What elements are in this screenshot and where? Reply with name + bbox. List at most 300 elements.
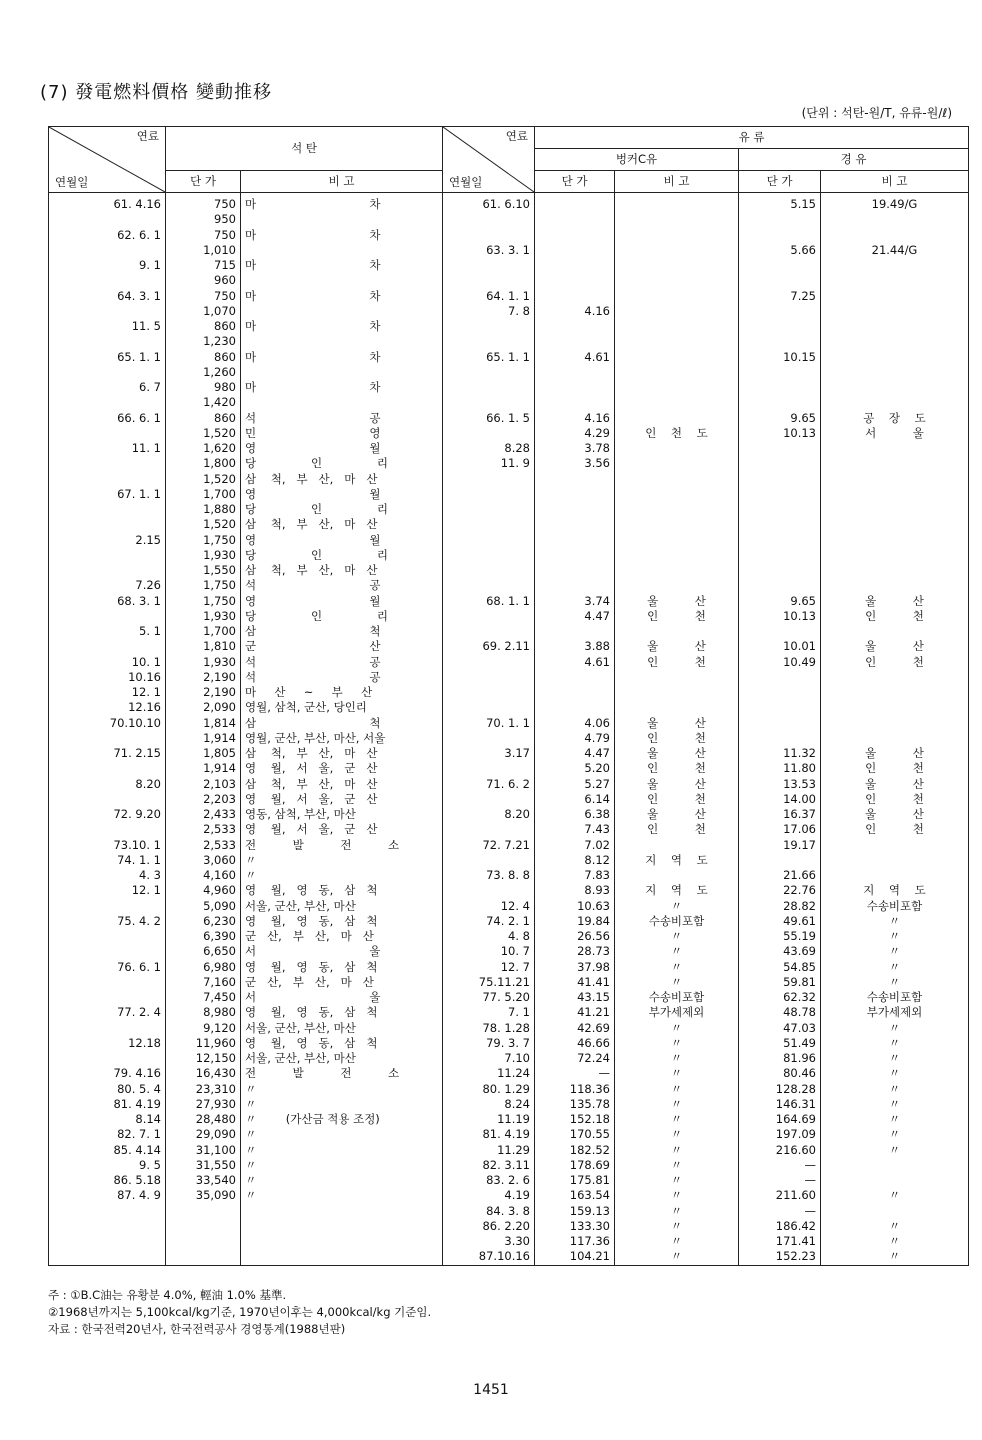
bc-remark-cell: 울 산 bbox=[615, 777, 739, 792]
bc-price-cell bbox=[535, 700, 615, 715]
coal-corner-header bbox=[49, 127, 166, 193]
diesel-remark-cell bbox=[821, 258, 969, 273]
coal-price-cell: 1,520 bbox=[166, 426, 241, 441]
diesel-price-cell: 13.53 bbox=[739, 777, 821, 792]
bc-remark-cell bbox=[615, 193, 739, 213]
bc-remark-cell: 〃 bbox=[615, 1082, 739, 1097]
oil-date-cell bbox=[443, 700, 535, 715]
diesel-price-cell bbox=[739, 533, 821, 548]
bc-price-cell: 3.56 bbox=[535, 456, 615, 471]
bc-price-cell: 135.78 bbox=[535, 1097, 615, 1112]
coal-price-cell bbox=[166, 1234, 241, 1249]
bc-remark-cell bbox=[615, 350, 739, 365]
oil-date-cell bbox=[443, 853, 535, 868]
oil-date-cell: 79. 3. 7 bbox=[443, 1036, 535, 1051]
table-row bbox=[49, 365, 969, 380]
coal-price-cell: 3,060 bbox=[166, 853, 241, 868]
bc-remark-cell: 〃 bbox=[615, 960, 739, 975]
coal-remark-cell: 영 월, 영 동, 삼 척 bbox=[241, 914, 443, 929]
oil-date-cell: 81. 4.19 bbox=[443, 1127, 535, 1142]
coal-remark-cell: 영동, 삼척, 부산, 마산 bbox=[241, 807, 443, 822]
coal-date-cell: 61. 4.16 bbox=[49, 193, 166, 213]
coal-price-cell: 1,880 bbox=[166, 502, 241, 517]
bc-remark-cell: 〃 bbox=[615, 929, 739, 944]
coal-remark-cell bbox=[241, 304, 443, 319]
coal-date-cell bbox=[49, 1051, 166, 1066]
diesel-price-cell bbox=[739, 273, 821, 288]
bc-remark-cell bbox=[615, 700, 739, 715]
diesel-price-cell bbox=[739, 685, 821, 700]
coal-remark-cell bbox=[241, 395, 443, 410]
diesel-price-cell bbox=[739, 395, 821, 410]
bc-remark-cell: 수송비포함 bbox=[615, 990, 739, 1005]
diesel-price-cell bbox=[739, 304, 821, 319]
coal-date-cell bbox=[49, 731, 166, 746]
table-row bbox=[49, 1143, 969, 1158]
diesel-price-cell: 171.41 bbox=[739, 1234, 821, 1249]
diesel-remark-cell: 인 천 bbox=[821, 792, 969, 807]
diesel-remark-cell: 21.44/G bbox=[821, 243, 969, 258]
bc-remark-cell: 수송비포함 bbox=[615, 914, 739, 929]
table-row bbox=[49, 670, 969, 685]
coal-date-cell: 4. 3 bbox=[49, 868, 166, 883]
diesel-remark-cell bbox=[821, 472, 969, 487]
coal-price-cell: 1,930 bbox=[166, 548, 241, 563]
diesel-remark-cell bbox=[821, 853, 969, 868]
diesel-price-cell: 11.80 bbox=[739, 761, 821, 776]
coal-price-cell: 6,980 bbox=[166, 960, 241, 975]
coal-remark-cell: 영월, 삼척, 군산, 당인리 bbox=[241, 700, 443, 715]
bc-remark-cell bbox=[615, 289, 739, 304]
coal-date-cell bbox=[49, 456, 166, 471]
coal-date-cell: 76. 6. 1 bbox=[49, 960, 166, 975]
coal-remark-cell: 〃 bbox=[241, 1143, 443, 1158]
bc-price-cell bbox=[535, 193, 615, 213]
oil-date-cell: 82. 3.11 bbox=[443, 1158, 535, 1173]
table-row bbox=[49, 1097, 969, 1112]
diesel-remark-cell: 울 산 bbox=[821, 807, 969, 822]
coal-date-cell bbox=[49, 334, 166, 349]
coal-price-cell: 7,160 bbox=[166, 975, 241, 990]
coal-remark-cell: 전 발 전 소 bbox=[241, 838, 443, 853]
table-row bbox=[49, 426, 969, 441]
diesel-remark-cell: 〃 bbox=[821, 944, 969, 959]
coal-price-cell: 6,390 bbox=[166, 929, 241, 944]
coal-price-cell: 750 bbox=[166, 193, 241, 213]
bunker-c-header: 벙커C유 bbox=[535, 149, 739, 171]
coal-price-cell: 6,230 bbox=[166, 914, 241, 929]
oil-date-cell bbox=[443, 670, 535, 685]
bc-remark-cell: 울 산 bbox=[615, 807, 739, 822]
diesel-price-cell: 10.15 bbox=[739, 350, 821, 365]
diesel-price-cell: 28.82 bbox=[739, 899, 821, 914]
coal-remark-cell: 민 영 bbox=[241, 426, 443, 441]
bc-remark-cell bbox=[615, 502, 739, 517]
bc-price-cell: 41.41 bbox=[535, 975, 615, 990]
bc-remark-cell bbox=[615, 472, 739, 487]
oil-date-cell bbox=[443, 395, 535, 410]
diesel-remark-cell: 〃 bbox=[821, 1036, 969, 1051]
coal-date-cell bbox=[49, 1219, 166, 1234]
coal-date-cell: 82. 7. 1 bbox=[49, 1127, 166, 1142]
diesel-remark-cell bbox=[821, 533, 969, 548]
bc-remark-cell: 〃 bbox=[615, 899, 739, 914]
coal-price-cell: 1,620 bbox=[166, 441, 241, 456]
diesel-remark-cell: 인 천 bbox=[821, 655, 969, 670]
coal-date-cell: 12.16 bbox=[49, 700, 166, 715]
coal-remark-cell: 영 월, 서 울, 군 산 bbox=[241, 792, 443, 807]
bc-remark-cell: 〃 bbox=[615, 1143, 739, 1158]
oil-date-cell: 10. 7 bbox=[443, 944, 535, 959]
coal-remark-cell: 군 산, 부 산, 마 산 bbox=[241, 929, 443, 944]
table-row bbox=[49, 578, 969, 593]
oil-date-cell: 7. 1 bbox=[443, 1005, 535, 1020]
coal-remark-cell: 서울, 군산, 부산, 마산 bbox=[241, 899, 443, 914]
table-row bbox=[49, 960, 969, 975]
bc-remark-cell: 〃 bbox=[615, 1066, 739, 1081]
table-row bbox=[49, 472, 969, 487]
coal-price-cell: 2,103 bbox=[166, 777, 241, 792]
bc-remark-cell bbox=[615, 334, 739, 349]
oil-date-cell bbox=[443, 426, 535, 441]
coal-price-cell: 31,100 bbox=[166, 1143, 241, 1158]
coal-remark-cell bbox=[241, 212, 443, 227]
coal-price-cell: 1,700 bbox=[166, 487, 241, 502]
oil-date-cell: 8.28 bbox=[443, 441, 535, 456]
coal-price-cell: 9,120 bbox=[166, 1021, 241, 1036]
diesel-price-cell: 62.32 bbox=[739, 990, 821, 1005]
diesel-price-cell bbox=[739, 258, 821, 273]
diesel-price-cell: 54.85 bbox=[739, 960, 821, 975]
bc-price-cell: — bbox=[535, 1066, 615, 1081]
diesel-remark-cell bbox=[821, 670, 969, 685]
coal-remark-cell: 마 산 ~ 부 산 bbox=[241, 685, 443, 700]
oil-date-cell bbox=[443, 365, 535, 380]
bc-remark-cell: 〃 bbox=[615, 1234, 739, 1249]
coal-remark-cell: 마 차 bbox=[241, 289, 443, 304]
coal-remark-cell: 석 공 bbox=[241, 655, 443, 670]
bc-remark-cell: 〃 bbox=[615, 975, 739, 990]
diesel-remark-cell bbox=[821, 1173, 969, 1188]
diesel-remark-cell: 〃 bbox=[821, 975, 969, 990]
bc-remark-cell bbox=[615, 273, 739, 288]
bc-remark-cell bbox=[615, 395, 739, 410]
table-row bbox=[49, 1234, 969, 1249]
coal-date-cell bbox=[49, 243, 166, 258]
bc-remark-header: 비 고 bbox=[615, 171, 739, 193]
fuel-price-table bbox=[48, 126, 969, 1266]
diesel-remark-cell bbox=[821, 502, 969, 517]
oil-date-cell bbox=[443, 731, 535, 746]
diesel-price-cell: — bbox=[739, 1173, 821, 1188]
oil-date-cell: 3.17 bbox=[443, 746, 535, 761]
oil-date-cell: 84. 3. 8 bbox=[443, 1204, 535, 1219]
coal-remark-cell: 〃 bbox=[241, 868, 443, 883]
table-row bbox=[49, 1005, 969, 1020]
bc-price-cell: 10.63 bbox=[535, 899, 615, 914]
diesel-remark-cell: 울 산 bbox=[821, 594, 969, 609]
coal-remark-cell bbox=[241, 1219, 443, 1234]
oil-date-cell bbox=[443, 319, 535, 334]
oil-date-cell bbox=[443, 502, 535, 517]
unit-label: (단위 : 석탄-원/T, 유류-원/ℓ) bbox=[801, 106, 952, 120]
diesel-remark-cell bbox=[821, 319, 969, 334]
oil-date-cell: 61. 6.10 bbox=[443, 193, 535, 213]
coal-remark-header: 비 고 bbox=[241, 171, 443, 193]
coal-remark-cell: 〃 (가산금 적용 조정) bbox=[241, 1112, 443, 1127]
diesel-remark-cell bbox=[821, 273, 969, 288]
coal-remark-cell: 영 월, 영 동, 삼 척 bbox=[241, 1036, 443, 1051]
bc-price-cell bbox=[535, 685, 615, 700]
coal-date-cell: 12. 1 bbox=[49, 883, 166, 898]
coal-date-cell: 7.26 bbox=[49, 578, 166, 593]
coal-date-cell: 74. 1. 1 bbox=[49, 853, 166, 868]
bc-price-cell: 175.81 bbox=[535, 1173, 615, 1188]
coal-remark-cell: 석 공 bbox=[241, 670, 443, 685]
bc-remark-cell: 〃 bbox=[615, 1173, 739, 1188]
bc-price-cell: 182.52 bbox=[535, 1143, 615, 1158]
diesel-price-cell bbox=[739, 212, 821, 227]
coal-remark-cell: 영월, 군산, 부산, 마산, 서울 bbox=[241, 731, 443, 746]
diesel-remark-cell bbox=[821, 441, 969, 456]
oil-date-cell bbox=[443, 334, 535, 349]
coal-remark-cell: 〃 bbox=[241, 853, 443, 868]
table-row bbox=[49, 655, 969, 670]
diesel-remark-cell: 울 산 bbox=[821, 746, 969, 761]
bc-price-cell: 6.14 bbox=[535, 792, 615, 807]
oil-date-cell: 12. 4 bbox=[443, 899, 535, 914]
oil-date-cell: 69. 2.11 bbox=[443, 639, 535, 654]
bc-remark-cell bbox=[615, 319, 739, 334]
oil-date-cell: 75.11.21 bbox=[443, 975, 535, 990]
coal-date-cell: 87. 4. 9 bbox=[49, 1188, 166, 1203]
bc-remark-cell: 인 천 bbox=[615, 609, 739, 624]
coal-remark-cell: 마 차 bbox=[241, 193, 443, 213]
coal-date-cell bbox=[49, 304, 166, 319]
coal-date-cell: 80. 5. 4 bbox=[49, 1082, 166, 1097]
table-row bbox=[49, 883, 969, 898]
coal-remark-cell: 마 차 bbox=[241, 258, 443, 273]
bc-price-cell: 6.38 bbox=[535, 807, 615, 822]
diesel-remark-cell bbox=[821, 700, 969, 715]
table-row bbox=[49, 685, 969, 700]
diesel-remark-cell: 〃 bbox=[821, 914, 969, 929]
table-row bbox=[49, 929, 969, 944]
oil-date-cell bbox=[443, 548, 535, 563]
table-row bbox=[49, 777, 969, 792]
coal-price-cell: 29,090 bbox=[166, 1127, 241, 1142]
coal-date-cell bbox=[49, 792, 166, 807]
coal-date-cell: 86. 5.18 bbox=[49, 1173, 166, 1188]
table-row bbox=[49, 624, 969, 639]
table-row bbox=[49, 456, 969, 471]
table-row bbox=[49, 731, 969, 746]
coal-price-cell: 4,960 bbox=[166, 883, 241, 898]
diesel-remark-cell bbox=[821, 838, 969, 853]
table-row bbox=[49, 319, 969, 334]
coal-price-header: 단 가 bbox=[166, 171, 241, 193]
bc-price-cell: 159.13 bbox=[535, 1204, 615, 1219]
oil-date-cell bbox=[443, 273, 535, 288]
coal-price-cell: 2,533 bbox=[166, 822, 241, 837]
diesel-price-cell bbox=[739, 731, 821, 746]
coal-price-cell: 1,750 bbox=[166, 594, 241, 609]
coal-remark-cell: 〃 bbox=[241, 1188, 443, 1203]
diesel-price-cell: 48.78 bbox=[739, 1005, 821, 1020]
coal-price-cell: 750 bbox=[166, 289, 241, 304]
oil-header: 유 류 bbox=[535, 127, 969, 149]
coal-remark-cell: 마 차 bbox=[241, 350, 443, 365]
coal-remark-cell: 마 차 bbox=[241, 380, 443, 395]
coal-remark-cell: 영 월, 서 울, 군 산 bbox=[241, 822, 443, 837]
coal-date-cell: 5. 1 bbox=[49, 624, 166, 639]
coal-price-cell: 1,750 bbox=[166, 533, 241, 548]
bc-price-cell bbox=[535, 273, 615, 288]
oil-date-cell: 8.24 bbox=[443, 1097, 535, 1112]
bc-price-cell: 3.78 bbox=[535, 441, 615, 456]
bc-remark-cell: 울 산 bbox=[615, 746, 739, 761]
oil-date-cell bbox=[443, 578, 535, 593]
coal-price-cell: 1,814 bbox=[166, 716, 241, 731]
bc-price-cell: 117.36 bbox=[535, 1234, 615, 1249]
bc-price-cell bbox=[535, 228, 615, 243]
diesel-remark-cell: 〃 bbox=[821, 1066, 969, 1081]
diesel-price-cell: 152.23 bbox=[739, 1249, 821, 1265]
coal-price-cell: 8,980 bbox=[166, 1005, 241, 1020]
diesel-price-cell bbox=[739, 548, 821, 563]
diesel-price-cell bbox=[739, 228, 821, 243]
bc-remark-cell bbox=[615, 838, 739, 853]
bc-remark-cell: 지 역 도 bbox=[615, 853, 739, 868]
footnote-line: ②1968년까지는 5,100kcal/kg기준, 1970년이후는 4,000kcal/kg 기준임. bbox=[48, 1305, 432, 1319]
bc-price-cell: 7.43 bbox=[535, 822, 615, 837]
diesel-price-cell bbox=[739, 487, 821, 502]
diesel-price-cell: 5.15 bbox=[739, 193, 821, 213]
table-row bbox=[49, 212, 969, 227]
date-header-label: 연월일 bbox=[449, 174, 483, 189]
oil-date-cell: 11.19 bbox=[443, 1112, 535, 1127]
coal-date-cell bbox=[49, 990, 166, 1005]
bc-price-cell: 178.69 bbox=[535, 1158, 615, 1173]
bc-remark-cell: 지 역 도 bbox=[615, 883, 739, 898]
bc-price-cell: 5.27 bbox=[535, 777, 615, 792]
table-row bbox=[49, 228, 969, 243]
table-row bbox=[49, 1066, 969, 1081]
coal-date-cell: 12. 1 bbox=[49, 685, 166, 700]
oil-date-cell: 63. 3. 1 bbox=[443, 243, 535, 258]
date-header-label: 연월일 bbox=[55, 174, 89, 189]
coal-price-cell: 35,090 bbox=[166, 1188, 241, 1203]
bc-price-cell: 19.84 bbox=[535, 914, 615, 929]
bc-price-cell bbox=[535, 258, 615, 273]
coal-date-cell bbox=[49, 944, 166, 959]
table-row bbox=[49, 700, 969, 715]
coal-price-cell: 7,450 bbox=[166, 990, 241, 1005]
diesel-price-cell: 9.65 bbox=[739, 411, 821, 426]
bc-price-cell bbox=[535, 533, 615, 548]
diesel-remark-cell: 인 천 bbox=[821, 822, 969, 837]
coal-remark-cell: 삼 척, 부 산, 마 산 bbox=[241, 472, 443, 487]
diesel-remark-cell: 〃 bbox=[821, 1143, 969, 1158]
coal-price-cell: 1,420 bbox=[166, 395, 241, 410]
table-row bbox=[49, 1112, 969, 1127]
table-row bbox=[49, 899, 969, 914]
oil-date-cell bbox=[443, 487, 535, 502]
table-row bbox=[49, 975, 969, 990]
diesel-price-cell: 128.28 bbox=[739, 1082, 821, 1097]
table-row bbox=[49, 289, 969, 304]
coal-date-cell bbox=[49, 609, 166, 624]
oil-date-cell: 4.19 bbox=[443, 1188, 535, 1203]
coal-date-cell: 71. 2.15 bbox=[49, 746, 166, 761]
bc-remark-cell: 〃 bbox=[615, 1188, 739, 1203]
fuel-header-label: 연료 bbox=[136, 129, 159, 143]
bc-remark-cell: 〃 bbox=[615, 1097, 739, 1112]
table-row bbox=[49, 258, 969, 273]
coal-date-cell bbox=[49, 929, 166, 944]
bc-price-cell: 4.16 bbox=[535, 304, 615, 319]
coal-date-cell: 81. 4.19 bbox=[49, 1097, 166, 1112]
oil-date-cell: 65. 1. 1 bbox=[443, 350, 535, 365]
diesel-price-cell: 186.42 bbox=[739, 1219, 821, 1234]
coal-date-cell bbox=[49, 899, 166, 914]
bc-remark-cell: 울 산 bbox=[615, 716, 739, 731]
oil-date-cell bbox=[443, 472, 535, 487]
bc-remark-cell: 인 천 bbox=[615, 822, 739, 837]
diesel-price-cell: 59.81 bbox=[739, 975, 821, 990]
coal-remark-cell: 당 인 리 bbox=[241, 548, 443, 563]
diesel-price-header: 단 가 bbox=[739, 171, 821, 193]
coal-price-cell: 860 bbox=[166, 319, 241, 334]
bc-price-cell bbox=[535, 487, 615, 502]
table-row bbox=[49, 1204, 969, 1219]
coal-date-cell bbox=[49, 517, 166, 532]
bc-remark-cell bbox=[615, 212, 739, 227]
table-row bbox=[49, 853, 969, 868]
diesel-price-cell: 55.19 bbox=[739, 929, 821, 944]
bc-remark-cell: 울 산 bbox=[615, 639, 739, 654]
bc-remark-cell bbox=[615, 624, 739, 639]
diesel-price-cell: 21.66 bbox=[739, 868, 821, 883]
bc-price-cell: 4.47 bbox=[535, 746, 615, 761]
coal-date-cell: 77. 2. 4 bbox=[49, 1005, 166, 1020]
coal-remark-cell: 영 월 bbox=[241, 441, 443, 456]
diesel-price-cell: 7.25 bbox=[739, 289, 821, 304]
coal-remark-cell: 〃 bbox=[241, 1127, 443, 1142]
coal-price-cell: 980 bbox=[166, 380, 241, 395]
diesel-price-cell bbox=[739, 334, 821, 349]
table-row bbox=[49, 1127, 969, 1142]
bc-remark-cell: 〃 bbox=[615, 1036, 739, 1051]
bc-remark-cell bbox=[615, 243, 739, 258]
coal-price-cell bbox=[166, 1219, 241, 1234]
coal-price-cell: 1,230 bbox=[166, 334, 241, 349]
coal-date-cell: 68. 3. 1 bbox=[49, 594, 166, 609]
coal-remark-cell bbox=[241, 1234, 443, 1249]
bc-price-cell: 3.88 bbox=[535, 639, 615, 654]
diesel-price-cell bbox=[739, 380, 821, 395]
bc-price-cell: 170.55 bbox=[535, 1127, 615, 1142]
diesel-price-cell: 10.13 bbox=[739, 426, 821, 441]
diesel-price-cell bbox=[739, 502, 821, 517]
coal-remark-cell: 삼 척, 부 산, 마 산 bbox=[241, 563, 443, 578]
diesel-price-cell: 146.31 bbox=[739, 1097, 821, 1112]
bc-price-cell bbox=[535, 548, 615, 563]
coal-price-cell: 1,930 bbox=[166, 655, 241, 670]
bc-remark-cell: 〃 bbox=[615, 1127, 739, 1142]
coal-date-cell bbox=[49, 975, 166, 990]
table-row bbox=[49, 944, 969, 959]
